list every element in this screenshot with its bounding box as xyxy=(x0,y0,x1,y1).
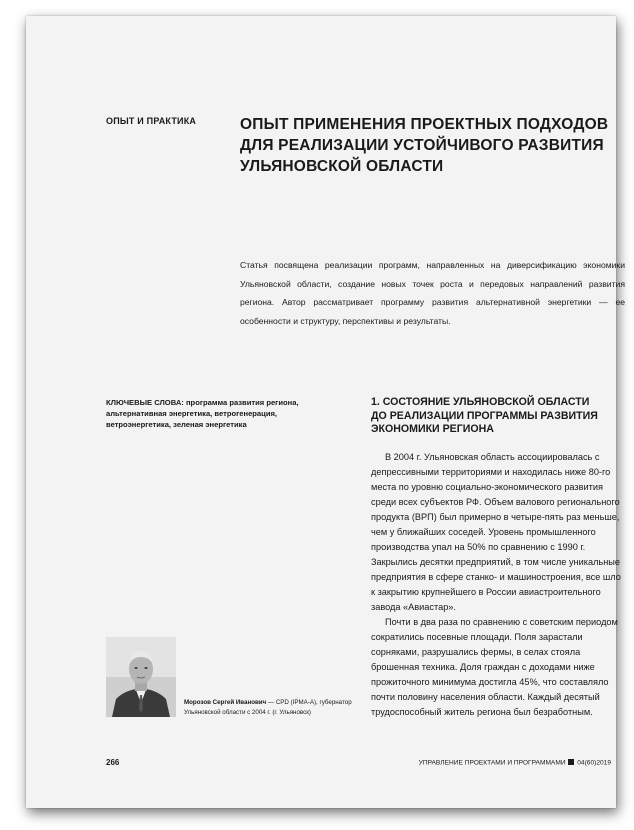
photo-caption xyxy=(184,698,354,718)
square-bullet-icon xyxy=(568,759,574,765)
keywords-label: КЛЮЧЕВЫЕ СЛОВА: xyxy=(106,398,184,407)
keywords-text: программа развития региона, альтернативная энергетика, ветрогенерация, ветроэнергетика, зеленая энергетика xyxy=(106,398,299,429)
journal-footer xyxy=(378,759,611,767)
paragraph: Почти в два раза по сравнению с советским периодом сократились посевные площади. Поля зарастали сорняками, разрушались фермы, в селах стояла брошенная техника. Доля граждан с доходами ниже прожиточного минимума достигла 45%, что составляло почти половину населения области. Каждый десятый трудоспособный житель региона был безработным. xyxy=(371,617,618,717)
journal-issue: 04(60)2019 xyxy=(577,759,611,767)
title-line: УЛЬЯНОВСКОЙ ОБЛАСТИ xyxy=(240,158,444,175)
article-title xyxy=(240,114,620,177)
abstract: Статья посвящена реализации программ, направленных на диверсификацию экономики Ульяновской области, создание новых точек роста и передовых направлений развития региона. Автор рассматривает программу развития альтернативной энергетики — ее особенности и структуру, перспективы и результаты. xyxy=(240,260,625,326)
author-portrait-image xyxy=(106,637,176,717)
keywords xyxy=(106,397,341,430)
section-label: ОПЫТ И ПРАКТИКА xyxy=(106,116,197,126)
title-line: ОПЫТ ПРИМЕНЕНИЯ ПРОЕКТНЫХ ПОДХОДОВ xyxy=(240,116,609,133)
journal-name: УПРАВЛЕНИЕ ПРОЕКТАМИ И ПРОГРАММАМИ xyxy=(418,759,566,767)
journal-page xyxy=(26,16,625,808)
section-heading-line: 1. СОСТОЯНИЕ УЛЬЯНОВСКОЙ ОБЛАСТИ xyxy=(371,396,590,408)
title-line: ДЛЯ РЕАЛИЗАЦИИ УСТОЙЧИВОГО РАЗВИТИЯ xyxy=(240,137,604,154)
author-description: — CPD (IPMA-A), губернатор Ульяновской области с 2004 г. (г. Ульяновск) xyxy=(184,699,352,716)
section-heading-line: ЭКОНОМИКИ РЕГИОНА xyxy=(371,423,494,435)
author-name: Морозов Сергей Иванович xyxy=(184,699,267,706)
section-heading-line: ДО РЕАЛИЗАЦИИ ПРОГРАММЫ РАЗВИТИЯ xyxy=(371,409,598,422)
page-number: 266 xyxy=(106,758,120,767)
body-text xyxy=(371,450,621,720)
author-photo xyxy=(106,637,176,717)
paragraph: В 2004 г. Ульяновская область ассоциировалась с депрессивными территориями и находилась ниже 80-го места по уровню социально-экономического развития среди всех субъектов РФ. Объем валового регионального продукта (ВРП) был примерно в четыре-пять раз меньше, чем у ближайших соседей. Уровень промышленного производства упал на 50% по сравнению с 1990 г. Закрылись десятки предприятий, в том числе уникальные предприятия в сфере станко- и машиностроения, все шло к закрытию крупнейшего в России авиастроительного завода «Авиастар». xyxy=(371,452,621,612)
section-heading xyxy=(371,396,621,437)
